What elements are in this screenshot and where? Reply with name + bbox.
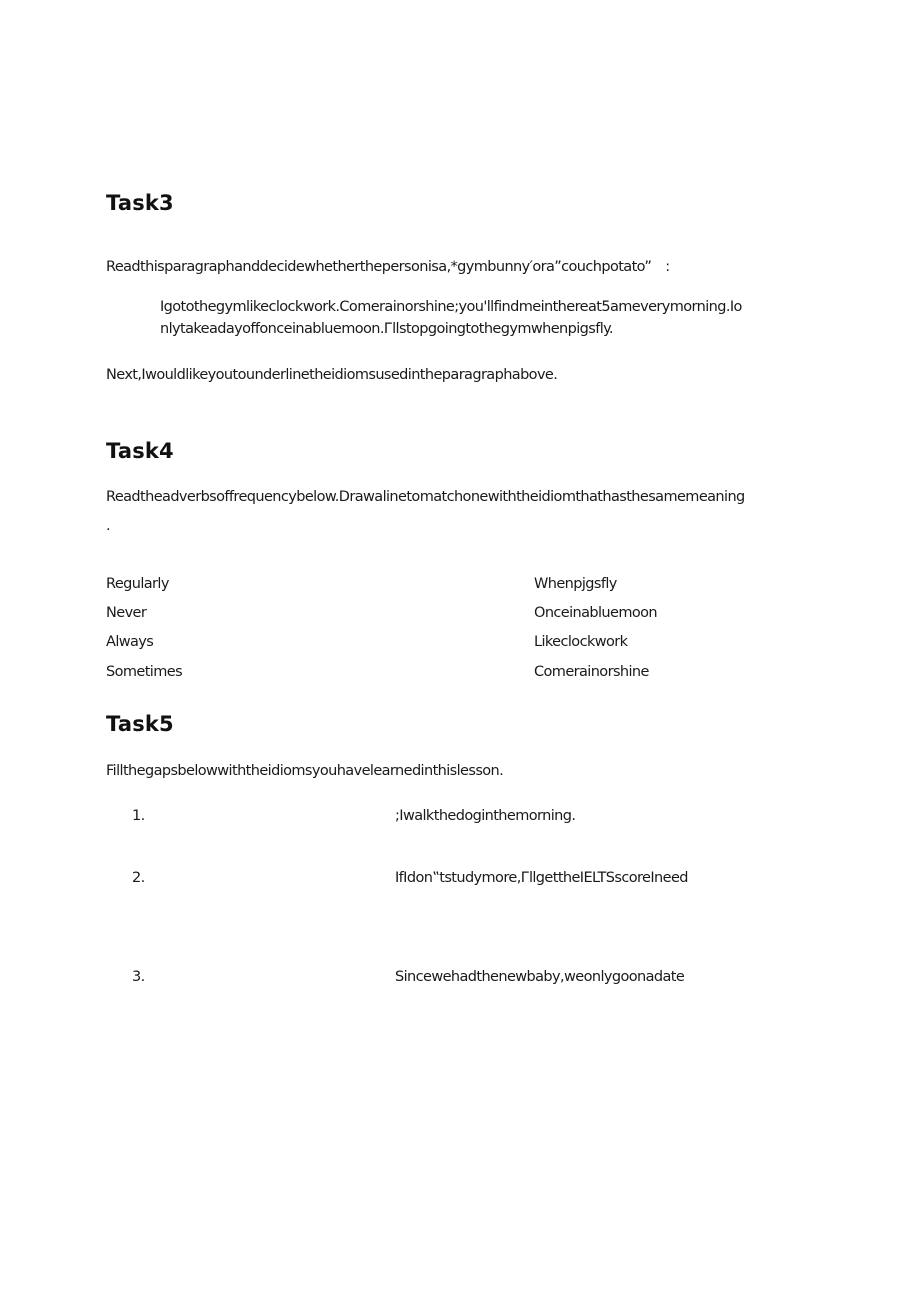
adverb-item: Sometimes xyxy=(106,664,183,680)
gap-item-text: IfIdon‟tstudymore,ГllgettheIELTSscoreIneed xyxy=(395,870,688,886)
task3-heading: Task3 xyxy=(106,191,174,215)
task4-instruction-line1: Readtheadverbsoffrequencybelow.Drawalinetomatchonewiththeidiomthathasthesamemeaning xyxy=(106,489,745,505)
task3-next-instruction: Next,Iwouldlikeyoutounderlinetheidiomsusedintheparagraphabove. xyxy=(106,367,558,383)
gap-item-number: 1. xyxy=(132,808,145,824)
task5-instruction: Fillthegapsbelowwiththeidiomsyouhavelearnedinthislesson. xyxy=(106,763,504,779)
task5-heading: Task5 xyxy=(106,712,174,736)
gap-item-text: ;Iwalkthedoginthemorning. xyxy=(395,808,576,824)
idiom-item: Onceinabluemoon xyxy=(534,605,658,621)
idiom-item: Whenpjgsfly xyxy=(534,576,617,592)
task3-instruction: Readthisparagraphanddecidewhetherthepersonisa‚*gymbunny′ora”couchpotato” : xyxy=(106,259,670,275)
gap-item-text: Sincewehadthenewbaby,weonlygoonadate xyxy=(395,969,685,985)
task3-paragraph-line1: Igotothegymlikeclockwork.Comerainorshine;you'llfindmeinthereat5ameverymorning.Io xyxy=(160,299,742,315)
adverb-item: Always xyxy=(106,634,154,650)
idiom-item: Comerainorshine xyxy=(534,664,649,680)
task3-paragraph-line2: nlytakeadayoffonceinabluemoon.Гllstopgoingtothegymwhenpigsfly. xyxy=(160,321,614,337)
gap-item-number: 3. xyxy=(132,969,145,985)
task4-instruction-line2: . xyxy=(106,518,111,534)
gap-item-number: 2. xyxy=(132,870,145,886)
adverb-item: Regularly xyxy=(106,576,169,592)
adverb-item: Never xyxy=(106,605,147,621)
idiom-item: Likeclockwork xyxy=(534,634,628,650)
task4-heading: Task4 xyxy=(106,439,174,463)
